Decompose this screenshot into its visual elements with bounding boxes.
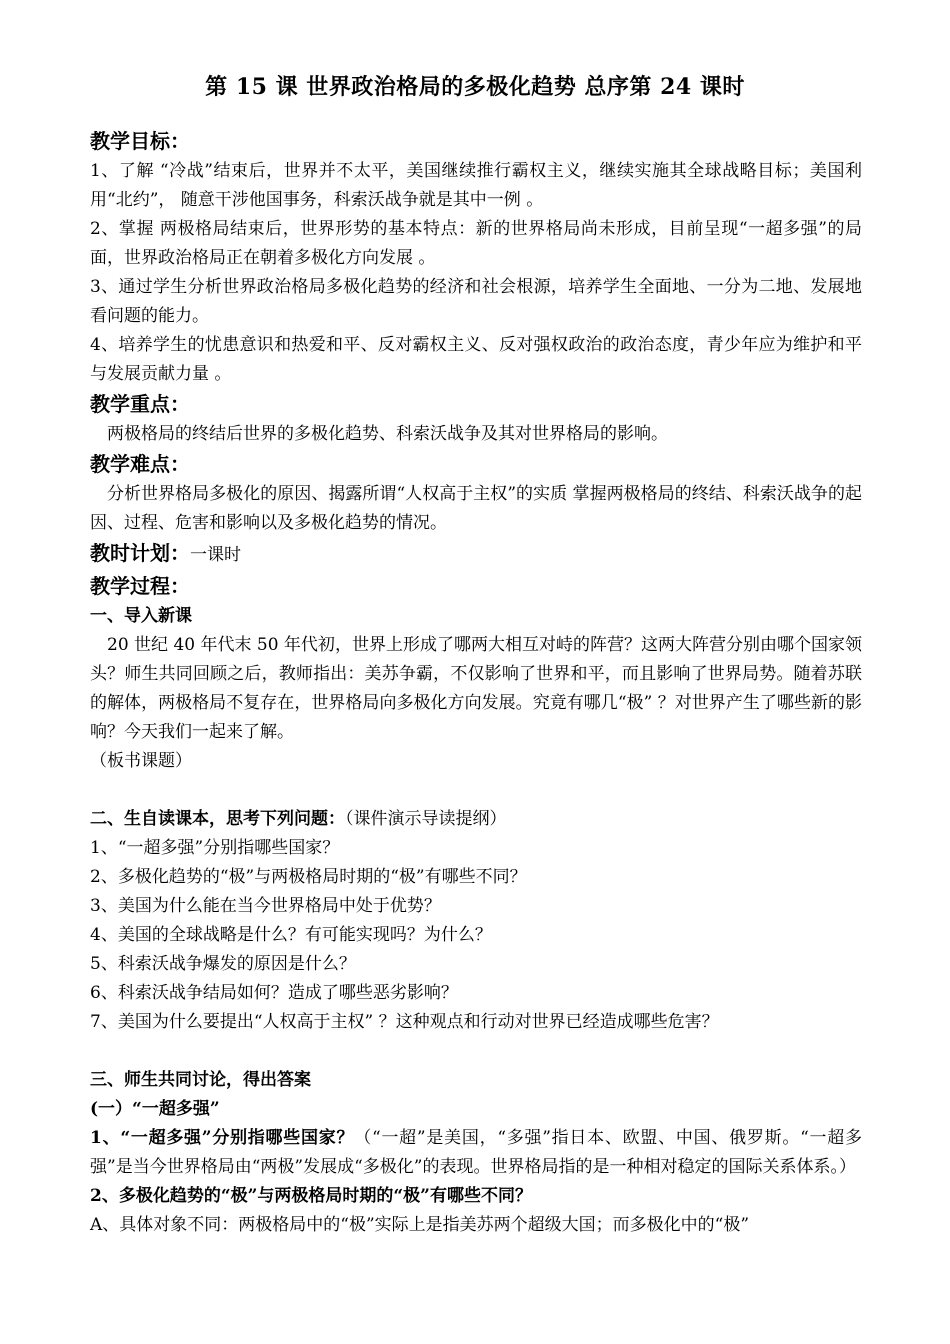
goal-item: 2、掌握 两极格局结束后，世界形势的基本特点：新的世界格局尚未形成，目前呈现“一超多强”的局面，世界政治格局正在朝着多极化方向发展 。 xyxy=(90,219,862,268)
section2-heading-line xyxy=(90,805,862,834)
answer-1-text: （“一超”是美国，“多强”指日本、欧盟、中国、俄罗斯。“一超多强”是当今世界格局由“两极”发展成“多极化”的表现。世界格局指的是一种相对稳定的国际关系体系。） xyxy=(90,1128,862,1177)
spacer xyxy=(90,1037,862,1066)
question-item: 1、“一超多强”分别指哪些国家？ xyxy=(90,838,340,858)
goals-heading: 教学目标： xyxy=(90,129,190,153)
answer-2-text: A、具体对象不同：两极格局中的“极”实际上是指美苏两个超级大国；而多极化中的“极” xyxy=(90,1215,750,1235)
section2-heading-note: （课件演示导读提纲） xyxy=(345,809,507,829)
section3-heading: 三、师生共同讨论，得出答案 xyxy=(90,1070,311,1090)
question-item: 6、科索沃战争结局如何？造成了哪些恶劣影响？ xyxy=(90,983,458,1003)
schedule-value: 一课时 xyxy=(190,545,241,565)
document-body xyxy=(90,126,862,1240)
goal-item: 3、通过学生分析世界政治格局多极化趋势的经济和社会根源，培养学生全面地、一分为二地、发展地看问题的能力。 xyxy=(90,277,862,326)
section2-heading: 二、生自读课本，思考下列问题： xyxy=(90,809,345,829)
goal-item: 4、培养学生的忧患意识和热爱和平、反对霸权主义、反对强权政治的政治态度，青少年应为维护和平与发展贡献力量 。 xyxy=(90,335,862,384)
goal-item: 1、了解 “冷战”结束后，世界并不太平，美国继续推行霸权主义，继续实施其全球战略目标；美国利用“北约”， 随意干涉他国事务，科索沃战争就是其中一例 。 xyxy=(90,161,862,210)
answer-1-question: 1、“一超多强”分别指哪些国家？ xyxy=(90,1128,355,1148)
schedule-line xyxy=(90,538,862,571)
section1-text: 20 世纪 40 年代末 50 年代初，世界上形成了哪两大相互对峙的阵营？这两大阵营分别由哪个国家领头？师生共同回顾之后，教师指出：美苏争霸，不仅影响了世界和平，而且影响了世界局势。随着苏联的解体，两极格局不复存在，世界格局向多极化方向发展。究竟有哪几“极” ？对世界产生了哪些新的影响？今天我们一起来了解。 xyxy=(90,635,862,742)
answer-1 xyxy=(90,1124,862,1182)
section1-heading: 一、导入新课 xyxy=(90,606,192,626)
page-title: 第 15 课 世界政治格局的多极化趋势 总序第 24 课时 xyxy=(205,74,745,100)
question-item: 7、美国为什么要提出“人权高于主权” ？这种观点和行动对世界已经造成哪些危害？ xyxy=(90,1012,719,1032)
process-heading: 教学过程： xyxy=(90,574,190,598)
section3-subheading: (一）“一超多强” xyxy=(90,1099,220,1119)
key-points-heading: 教学重点： xyxy=(90,392,190,416)
difficulties-heading: 教学难点： xyxy=(90,452,190,476)
spacer xyxy=(90,776,862,805)
question-item: 4、美国的全球战略是什么？有可能实现吗？为什么？ xyxy=(90,925,492,945)
question-item: 3、美国为什么能在当今世界格局中处于优势？ xyxy=(90,896,441,916)
section1-note: （板书课题） xyxy=(90,751,192,771)
question-item: 5、科索沃战争爆发的原因是什么？ xyxy=(90,954,356,974)
difficulties-text: 分析世界格局多极化的原因、揭露所谓“人权高于主权”的实质 掌握两极格局的终结、科索沃战争的起因、过程、危害和影响以及多极化趋势的情况。 xyxy=(90,484,862,533)
key-points-text: 两极格局的终结后世界的多极化趋势、科索沃战争及其对世界格局的影响。 xyxy=(107,424,668,444)
question-item: 2、多极化趋势的“极”与两极格局时期的“极”有哪些不同？ xyxy=(90,867,527,887)
schedule-heading: 教时计划： xyxy=(90,541,190,565)
answer-2-question: 2、多极化趋势的“极”与两极格局时期的“极”有哪些不同？ xyxy=(90,1186,532,1206)
